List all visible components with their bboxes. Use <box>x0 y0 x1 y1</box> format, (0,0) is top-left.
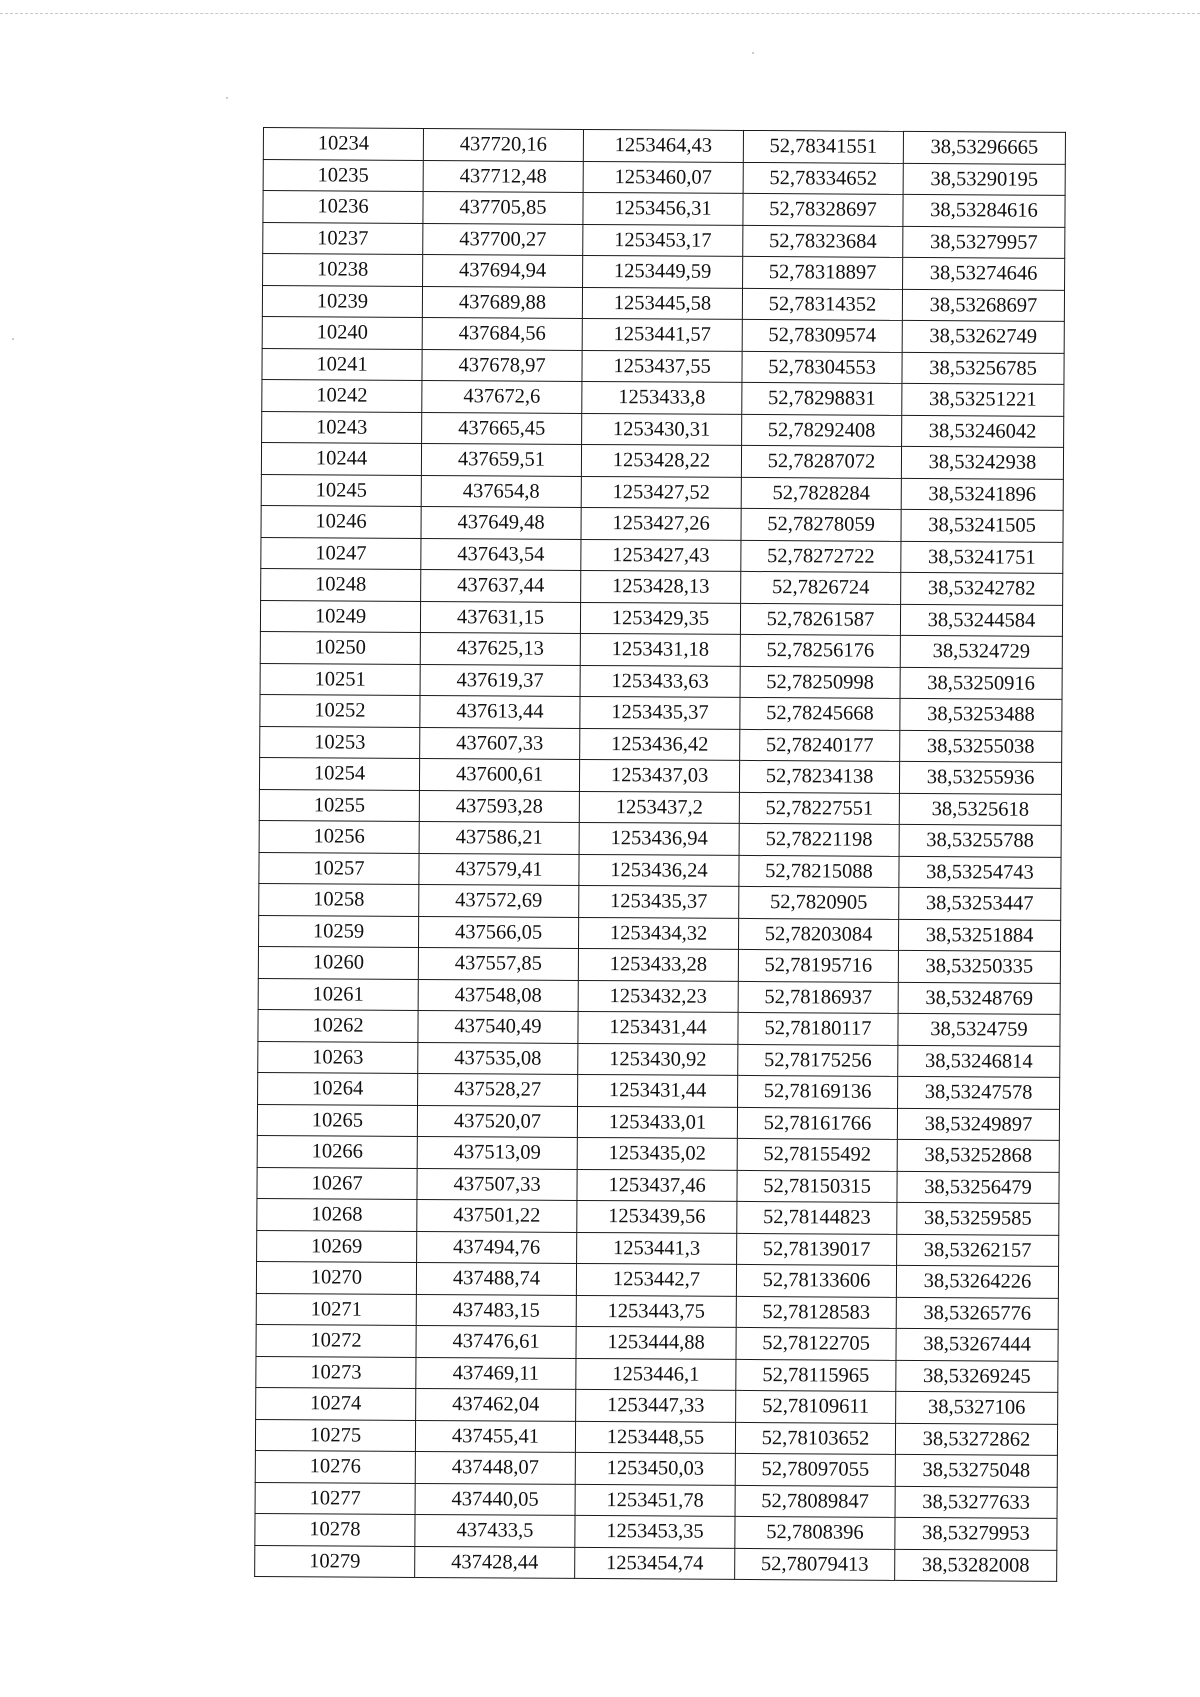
longitude-cell: 38,53244584 <box>900 604 1062 636</box>
x-coordinate-cell: 437513,09 <box>417 1136 577 1168</box>
longitude-cell: 38,53267444 <box>896 1328 1058 1360</box>
scan-edge-line <box>0 13 1200 14</box>
point-number-cell: 10253 <box>260 726 420 758</box>
y-coordinate-cell: 1253444,88 <box>576 1326 736 1358</box>
x-coordinate-cell: 437619,37 <box>420 664 580 696</box>
point-number-cell: 10276 <box>255 1450 415 1482</box>
longitude-cell: 38,53241896 <box>901 478 1063 510</box>
point-number-cell: 10254 <box>259 757 419 789</box>
longitude-cell: 38,53242938 <box>901 446 1063 478</box>
y-coordinate-cell: 1253456,31 <box>583 192 743 224</box>
y-coordinate-cell: 1253435,37 <box>580 696 740 728</box>
x-coordinate-cell: 437494,76 <box>417 1231 577 1263</box>
longitude-cell: 38,53275048 <box>895 1454 1057 1486</box>
y-coordinate-cell: 1253460,07 <box>583 161 743 193</box>
longitude-cell: 38,53256785 <box>902 352 1064 384</box>
latitude-cell: 52,78139017 <box>737 1233 897 1265</box>
x-coordinate-cell: 437689,88 <box>422 286 582 318</box>
table-row <box>259 852 1061 888</box>
point-number-cell: 10249 <box>260 600 420 632</box>
table-row <box>258 978 1060 1014</box>
table-row <box>255 1482 1057 1518</box>
longitude-cell: 38,53296665 <box>903 131 1065 163</box>
y-coordinate-cell: 1253429,35 <box>580 602 740 634</box>
y-coordinate-cell: 1253445,58 <box>582 287 742 319</box>
x-coordinate-cell: 437694,94 <box>423 254 583 286</box>
x-coordinate-cell: 437440,05 <box>415 1483 575 1515</box>
longitude-cell: 38,53255936 <box>899 761 1061 793</box>
latitude-cell: 52,78203084 <box>738 918 898 950</box>
y-coordinate-cell: 1253432,23 <box>578 980 738 1012</box>
table-row <box>261 474 1063 510</box>
y-coordinate-cell: 1253442,7 <box>576 1263 736 1295</box>
longitude-cell: 38,53252868 <box>897 1139 1059 1171</box>
latitude-cell: 52,78250998 <box>740 666 900 698</box>
y-coordinate-cell: 1253430,31 <box>582 413 742 445</box>
longitude-cell: 38,53255038 <box>900 730 1062 762</box>
y-coordinate-cell: 1253436,42 <box>580 728 740 760</box>
x-coordinate-cell: 437572,69 <box>419 884 579 916</box>
table-row <box>261 537 1063 573</box>
latitude-cell: 52,78323684 <box>743 225 903 257</box>
point-number-cell: 10256 <box>259 820 419 852</box>
latitude-cell: 52,78292408 <box>742 414 902 446</box>
x-coordinate-cell: 437566,05 <box>418 916 578 948</box>
longitude-cell: 38,5327106 <box>896 1391 1058 1423</box>
table-row <box>259 820 1061 856</box>
latitude-cell: 52,78234138 <box>739 760 899 792</box>
y-coordinate-cell: 1253448,55 <box>575 1421 735 1453</box>
longitude-cell: 38,53251884 <box>898 919 1060 951</box>
table-row <box>260 600 1062 636</box>
y-coordinate-cell: 1253427,26 <box>581 507 741 539</box>
point-number-cell: 10262 <box>258 1009 418 1041</box>
x-coordinate-cell: 437535,08 <box>418 1042 578 1074</box>
point-number-cell: 10265 <box>257 1104 417 1136</box>
y-coordinate-cell: 1253453,35 <box>575 1515 735 1547</box>
latitude-cell: 52,78109611 <box>736 1390 896 1422</box>
longitude-cell: 38,53242782 <box>901 572 1063 604</box>
point-number-cell: 10264 <box>258 1072 418 1104</box>
table-row <box>259 789 1061 825</box>
x-coordinate-cell: 437700,27 <box>423 223 583 255</box>
latitude-cell: 52,78169136 <box>738 1075 898 1107</box>
latitude-cell: 52,78256176 <box>740 634 900 666</box>
longitude-cell: 38,53241751 <box>901 541 1063 573</box>
x-coordinate-cell: 437455,41 <box>415 1420 575 1452</box>
latitude-cell: 52,7808396 <box>735 1516 895 1548</box>
x-coordinate-cell: 437483,15 <box>416 1294 576 1326</box>
table-row <box>262 285 1064 321</box>
x-coordinate-cell: 437488,74 <box>416 1262 576 1294</box>
latitude-cell: 52,78341551 <box>743 130 903 162</box>
longitude-cell: 38,53279953 <box>895 1517 1057 1549</box>
point-number-cell: 10279 <box>255 1545 415 1577</box>
table-row <box>257 1135 1059 1171</box>
longitude-cell: 38,53277633 <box>895 1486 1057 1518</box>
point-number-cell: 10245 <box>261 474 421 506</box>
latitude-cell: 52,78180117 <box>738 1012 898 1044</box>
point-number-cell: 10258 <box>259 883 419 915</box>
latitude-cell: 52,78304553 <box>742 351 902 383</box>
longitude-cell: 38,5324729 <box>900 635 1062 667</box>
x-coordinate-cell: 437643,54 <box>421 538 581 570</box>
y-coordinate-cell: 1253435,02 <box>577 1137 737 1169</box>
point-number-cell: 10238 <box>263 254 423 286</box>
point-number-cell: 10252 <box>260 694 420 726</box>
table-row <box>256 1293 1058 1329</box>
point-number-cell: 10269 <box>257 1230 417 1262</box>
point-number-cell: 10263 <box>258 1041 418 1073</box>
latitude-cell: 52,78097055 <box>735 1453 895 1485</box>
y-coordinate-cell: 1253428,22 <box>581 444 741 476</box>
latitude-cell: 52,78245668 <box>740 697 900 729</box>
table-row <box>260 663 1062 699</box>
point-number-cell: 10239 <box>262 285 422 317</box>
point-number-cell: 10250 <box>260 631 420 663</box>
latitude-cell: 52,7828284 <box>741 477 901 509</box>
table-row <box>256 1324 1058 1360</box>
y-coordinate-cell: 1253433,63 <box>580 665 740 697</box>
longitude-cell: 38,53246042 <box>902 415 1064 447</box>
point-number-cell: 10246 <box>261 505 421 537</box>
longitude-cell: 38,53262157 <box>897 1234 1059 1266</box>
point-number-cell: 10267 <box>257 1167 417 1199</box>
y-coordinate-cell: 1253437,46 <box>577 1169 737 1201</box>
point-number-cell: 10277 <box>255 1482 415 1514</box>
latitude-cell: 52,78079413 <box>735 1548 895 1580</box>
coordinates-table-body <box>255 128 1066 1582</box>
longitude-cell: 38,53265776 <box>896 1297 1058 1329</box>
y-coordinate-cell: 1253441,57 <box>582 318 742 350</box>
longitude-cell: 38,53255788 <box>899 824 1061 856</box>
point-number-cell: 10275 <box>255 1419 415 1451</box>
x-coordinate-cell: 437476,61 <box>416 1325 576 1357</box>
table-row <box>262 316 1064 352</box>
table-row <box>255 1545 1057 1581</box>
x-coordinate-cell: 437613,44 <box>420 695 580 727</box>
y-coordinate-cell: 1253451,78 <box>575 1484 735 1516</box>
point-number-cell: 10241 <box>262 348 422 380</box>
x-coordinate-cell: 437462,04 <box>416 1388 576 1420</box>
longitude-cell: 38,53264226 <box>896 1265 1058 1297</box>
table-row <box>258 1009 1060 1045</box>
longitude-cell: 38,53251221 <box>902 383 1064 415</box>
y-coordinate-cell: 1253453,17 <box>583 224 743 256</box>
x-coordinate-cell: 437520,07 <box>417 1105 577 1137</box>
latitude-cell: 52,78195716 <box>738 949 898 981</box>
longitude-cell: 38,53272862 <box>895 1423 1057 1455</box>
point-number-cell: 10236 <box>263 191 423 223</box>
x-coordinate-cell: 437528,27 <box>418 1073 578 1105</box>
longitude-cell: 38,53253488 <box>900 698 1062 730</box>
latitude-cell: 52,78334652 <box>743 162 903 194</box>
latitude-cell: 52,78272722 <box>741 540 901 572</box>
y-coordinate-cell: 1253433,01 <box>577 1106 737 1138</box>
longitude-cell: 38,53246814 <box>898 1045 1060 1077</box>
table-row <box>260 694 1062 730</box>
longitude-cell: 38,53256479 <box>897 1171 1059 1203</box>
coordinates-table <box>254 127 1066 1582</box>
table-row <box>257 1104 1059 1140</box>
point-number-cell: 10268 <box>257 1198 417 1230</box>
y-coordinate-cell: 1253433,8 <box>582 381 742 413</box>
x-coordinate-cell: 437433,5 <box>415 1514 575 1546</box>
table-row <box>261 568 1063 604</box>
table-row <box>261 505 1063 541</box>
table-row <box>255 1513 1057 1549</box>
table-row <box>262 379 1064 415</box>
y-coordinate-cell: 1253454,74 <box>575 1547 735 1579</box>
latitude-cell: 52,78089847 <box>735 1485 895 1517</box>
y-coordinate-cell: 1253436,24 <box>579 854 739 886</box>
y-coordinate-cell: 1253433,28 <box>578 948 738 980</box>
latitude-cell: 52,78103652 <box>735 1422 895 1454</box>
longitude-cell: 38,5325618 <box>899 793 1061 825</box>
latitude-cell: 52,78278059 <box>741 508 901 540</box>
latitude-cell: 52,78328697 <box>743 193 903 225</box>
latitude-cell: 52,78227551 <box>739 792 899 824</box>
longitude-cell: 38,53279957 <box>903 226 1065 258</box>
latitude-cell: 52,78221198 <box>739 823 899 855</box>
table-row <box>258 1041 1060 1077</box>
coordinates-table-container <box>254 127 1066 1582</box>
x-coordinate-cell: 437557,85 <box>418 947 578 979</box>
point-number-cell: 10235 <box>263 159 423 191</box>
longitude-cell: 38,53253447 <box>899 887 1061 919</box>
scan-speck <box>226 97 228 99</box>
x-coordinate-cell: 437593,28 <box>419 790 579 822</box>
table-row <box>263 254 1065 290</box>
x-coordinate-cell: 437720,16 <box>423 128 583 160</box>
table-row <box>262 348 1064 384</box>
latitude-cell: 52,78133606 <box>736 1264 896 1296</box>
y-coordinate-cell: 1253443,75 <box>576 1295 736 1327</box>
point-number-cell: 10278 <box>255 1513 415 1545</box>
latitude-cell: 52,78240177 <box>740 729 900 761</box>
table-row <box>258 946 1060 982</box>
y-coordinate-cell: 1253428,13 <box>581 570 741 602</box>
table-row <box>260 726 1062 762</box>
table-row <box>256 1261 1058 1297</box>
x-coordinate-cell: 437540,49 <box>418 1010 578 1042</box>
point-number-cell: 10234 <box>263 128 423 160</box>
point-number-cell: 10242 <box>262 379 422 411</box>
longitude-cell: 38,53254743 <box>899 856 1061 888</box>
y-coordinate-cell: 1253447,33 <box>576 1389 736 1421</box>
y-coordinate-cell: 1253431,44 <box>578 1011 738 1043</box>
y-coordinate-cell: 1253439,56 <box>577 1200 737 1232</box>
latitude-cell: 52,78128583 <box>736 1296 896 1328</box>
longitude-cell: 38,53284616 <box>903 194 1065 226</box>
y-coordinate-cell: 1253436,94 <box>579 822 739 854</box>
x-coordinate-cell: 437678,97 <box>422 349 582 381</box>
longitude-cell: 38,53241505 <box>901 509 1063 541</box>
latitude-cell: 52,78144823 <box>737 1201 897 1233</box>
longitude-cell: 38,53274646 <box>903 257 1065 289</box>
longitude-cell: 38,53268697 <box>902 289 1064 321</box>
point-number-cell: 10255 <box>259 789 419 821</box>
y-coordinate-cell: 1253437,55 <box>582 350 742 382</box>
point-number-cell: 10244 <box>261 442 421 474</box>
point-number-cell: 10237 <box>263 222 423 254</box>
x-coordinate-cell: 437600,61 <box>419 758 579 790</box>
x-coordinate-cell: 437586,21 <box>419 821 579 853</box>
x-coordinate-cell: 437649,48 <box>421 506 581 538</box>
latitude-cell: 52,78186937 <box>738 981 898 1013</box>
point-number-cell: 10248 <box>261 568 421 600</box>
x-coordinate-cell: 437507,33 <box>417 1168 577 1200</box>
longitude-cell: 38,53282008 <box>895 1549 1057 1581</box>
latitude-cell: 52,7826724 <box>741 571 901 603</box>
scan-speck <box>12 338 14 340</box>
table-row <box>258 1072 1060 1108</box>
point-number-cell: 10243 <box>262 411 422 443</box>
x-coordinate-cell: 437684,56 <box>422 317 582 349</box>
x-coordinate-cell: 437607,33 <box>420 727 580 759</box>
table-row <box>259 883 1061 919</box>
y-coordinate-cell: 1253427,52 <box>581 476 741 508</box>
x-coordinate-cell: 437665,45 <box>422 412 582 444</box>
table-row <box>259 757 1061 793</box>
x-coordinate-cell: 437672,6 <box>422 380 582 412</box>
table-row <box>258 915 1060 951</box>
x-coordinate-cell: 437631,15 <box>420 601 580 633</box>
scan-speck <box>752 52 754 54</box>
point-number-cell: 10257 <box>259 852 419 884</box>
y-coordinate-cell: 1253431,18 <box>580 633 740 665</box>
longitude-cell: 38,53250335 <box>898 950 1060 982</box>
table-row <box>262 411 1064 447</box>
table-row <box>257 1198 1059 1234</box>
x-coordinate-cell: 437625,13 <box>420 632 580 664</box>
point-number-cell: 10259 <box>258 915 418 947</box>
point-number-cell: 10261 <box>258 978 418 1010</box>
table-row <box>263 159 1065 195</box>
table-row <box>256 1356 1058 1392</box>
y-coordinate-cell: 1253434,32 <box>578 917 738 949</box>
x-coordinate-cell: 437548,08 <box>418 979 578 1011</box>
x-coordinate-cell: 437705,85 <box>423 191 583 223</box>
point-number-cell: 10251 <box>260 663 420 695</box>
longitude-cell: 38,53269245 <box>896 1360 1058 1392</box>
latitude-cell: 52,78287072 <box>741 445 901 477</box>
y-coordinate-cell: 1253441,3 <box>577 1232 737 1264</box>
table-row <box>263 191 1065 227</box>
point-number-cell: 10260 <box>258 946 418 978</box>
x-coordinate-cell: 437428,44 <box>415 1546 575 1578</box>
table-row <box>257 1230 1059 1266</box>
table-row <box>263 222 1065 258</box>
table-row <box>255 1419 1057 1455</box>
y-coordinate-cell: 1253446,1 <box>576 1358 736 1390</box>
y-coordinate-cell: 1253449,59 <box>583 255 743 287</box>
y-coordinate-cell: 1253464,43 <box>583 129 743 161</box>
table-row <box>256 1387 1058 1423</box>
y-coordinate-cell: 1253427,43 <box>581 539 741 571</box>
x-coordinate-cell: 437469,11 <box>416 1357 576 1389</box>
y-coordinate-cell: 1253437,2 <box>579 791 739 823</box>
latitude-cell: 52,78155492 <box>737 1138 897 1170</box>
y-coordinate-cell: 1253437,03 <box>579 759 739 791</box>
table-row <box>257 1167 1059 1203</box>
longitude-cell: 38,5324759 <box>898 1013 1060 1045</box>
table-row <box>263 128 1065 164</box>
x-coordinate-cell: 437448,07 <box>415 1451 575 1483</box>
latitude-cell: 52,78298831 <box>742 382 902 414</box>
point-number-cell: 10273 <box>256 1356 416 1388</box>
latitude-cell: 52,78215088 <box>739 855 899 887</box>
latitude-cell: 52,78122705 <box>736 1327 896 1359</box>
longitude-cell: 38,53247578 <box>898 1076 1060 1108</box>
latitude-cell: 52,78314352 <box>742 288 902 320</box>
latitude-cell: 52,78175256 <box>738 1044 898 1076</box>
y-coordinate-cell: 1253431,44 <box>578 1074 738 1106</box>
longitude-cell: 38,53259585 <box>897 1202 1059 1234</box>
latitude-cell: 52,78309574 <box>742 319 902 351</box>
x-coordinate-cell: 437579,41 <box>419 853 579 885</box>
table-row <box>261 442 1063 478</box>
y-coordinate-cell: 1253435,37 <box>579 885 739 917</box>
latitude-cell: 52,78318897 <box>743 256 903 288</box>
point-number-cell: 10274 <box>256 1387 416 1419</box>
y-coordinate-cell: 1253450,03 <box>575 1452 735 1484</box>
longitude-cell: 38,53290195 <box>903 163 1065 195</box>
latitude-cell: 52,7820905 <box>739 886 899 918</box>
latitude-cell: 52,78115965 <box>736 1359 896 1391</box>
x-coordinate-cell: 437637,44 <box>421 569 581 601</box>
longitude-cell: 38,53248769 <box>898 982 1060 1014</box>
y-coordinate-cell: 1253430,92 <box>578 1043 738 1075</box>
x-coordinate-cell: 437659,51 <box>421 443 581 475</box>
point-number-cell: 10271 <box>256 1293 416 1325</box>
table-row <box>260 631 1062 667</box>
latitude-cell: 52,78150315 <box>737 1170 897 1202</box>
point-number-cell: 10270 <box>256 1261 416 1293</box>
longitude-cell: 38,53262749 <box>902 320 1064 352</box>
x-coordinate-cell: 437654,8 <box>421 475 581 507</box>
point-number-cell: 10247 <box>261 537 421 569</box>
table-row <box>255 1450 1057 1486</box>
latitude-cell: 52,78161766 <box>737 1107 897 1139</box>
latitude-cell: 52,78261587 <box>740 603 900 635</box>
point-number-cell: 10266 <box>257 1135 417 1167</box>
point-number-cell: 10272 <box>256 1324 416 1356</box>
x-coordinate-cell: 437501,22 <box>417 1199 577 1231</box>
longitude-cell: 38,53250916 <box>900 667 1062 699</box>
point-number-cell: 10240 <box>262 316 422 348</box>
longitude-cell: 38,53249897 <box>897 1108 1059 1140</box>
x-coordinate-cell: 437712,48 <box>423 160 583 192</box>
